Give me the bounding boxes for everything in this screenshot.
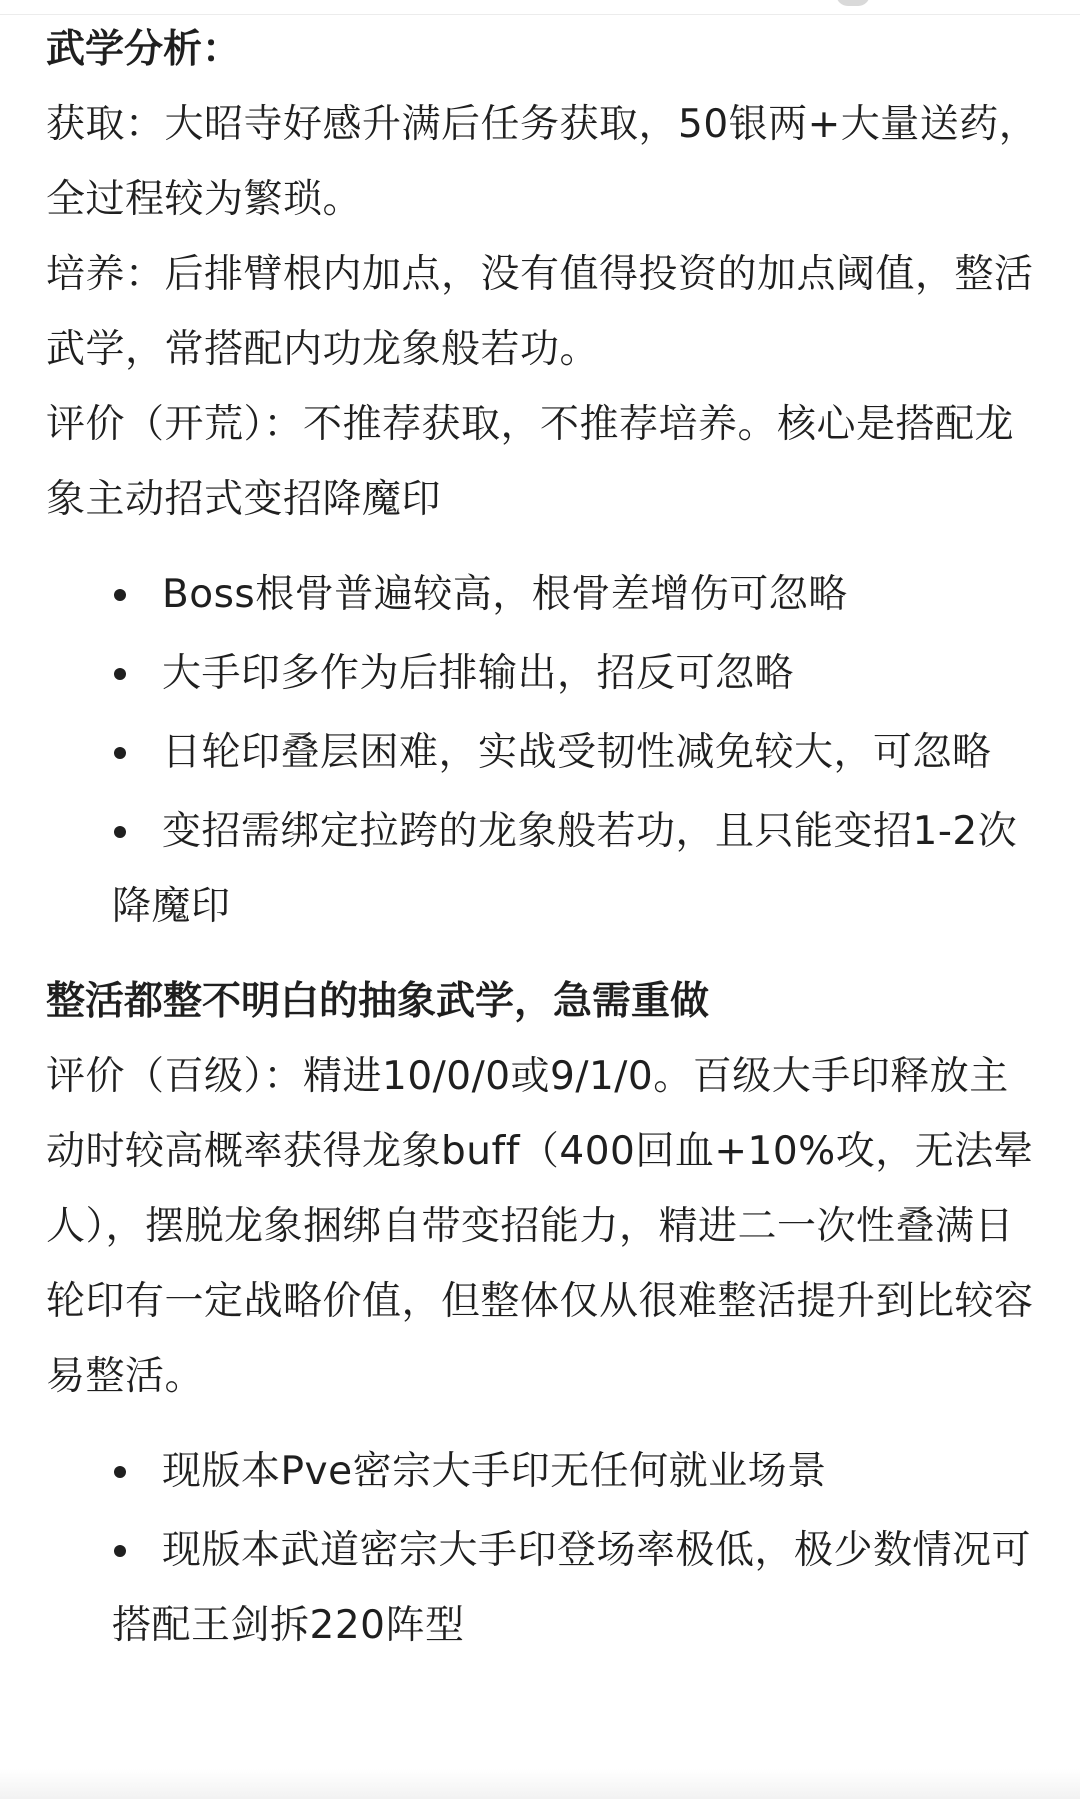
article-body bbox=[46, 12, 1046, 1663]
status-indicator-icon bbox=[836, 0, 870, 6]
review-level100-paragraph: 评价（百级）：精进10/0/0或9/1/0。百级大手印释放主动时较高概率获得龙象buff（400回血+10%攻，无法晕人），摆脱龙象捆绑自带变招能力，精进二一次性叠满日轮印有一定战略价值，但整体仅从很难整活提升到比较容易整活。 bbox=[46, 1054, 1034, 1399]
bullet-icon bbox=[114, 668, 126, 680]
list-item: 现版本Pve密宗大手印无任何就业场景 bbox=[46, 1434, 1046, 1509]
list-item: 大手印多作为后排输出，招反可忽略 bbox=[46, 636, 1046, 711]
bullet-icon bbox=[114, 1545, 126, 1557]
bottom-fade bbox=[0, 1769, 1080, 1799]
review-early-paragraph: 评价（开荒）：不推荐获取，不推荐培养。核心是搭配龙象主动招式变招降魔印 bbox=[46, 402, 1015, 522]
list-item: Boss根骨普遍较高，根骨差增伤可忽略 bbox=[46, 557, 1046, 632]
bullet-icon bbox=[114, 826, 126, 838]
list-item: 现版本武道密宗大手印登场率极低，极少数情况可搭配王剑拆220阵型 bbox=[112, 1528, 1032, 1648]
section-title-martial-analysis: 武学分析： bbox=[46, 27, 242, 72]
list-item: 日轮印叠层困难，实战受韧性减免较大，可忽略 bbox=[46, 715, 1046, 790]
train-paragraph: 培养：后排臂根内加点，没有值得投资的加点阈值，整活武学，常搭配内功龙象般若功。 bbox=[46, 252, 1034, 372]
section-title-rework: 整活都整不明白的抽象武学，急需重做 bbox=[46, 979, 710, 1024]
bullet-icon bbox=[114, 1466, 126, 1478]
level100-notes-list bbox=[46, 1434, 1046, 1663]
bullet-icon bbox=[114, 589, 126, 601]
list-item: 变招需绑定拉跨的龙象般若功，且只能变招1-2次降魔印 bbox=[112, 809, 1018, 929]
bullet-icon bbox=[114, 747, 126, 759]
acquire-paragraph: 获取：大昭寺好感升满后任务获取，50银两+大量送药，全过程较为繁琐。 bbox=[46, 102, 1039, 222]
early-notes-list bbox=[46, 557, 1046, 944]
